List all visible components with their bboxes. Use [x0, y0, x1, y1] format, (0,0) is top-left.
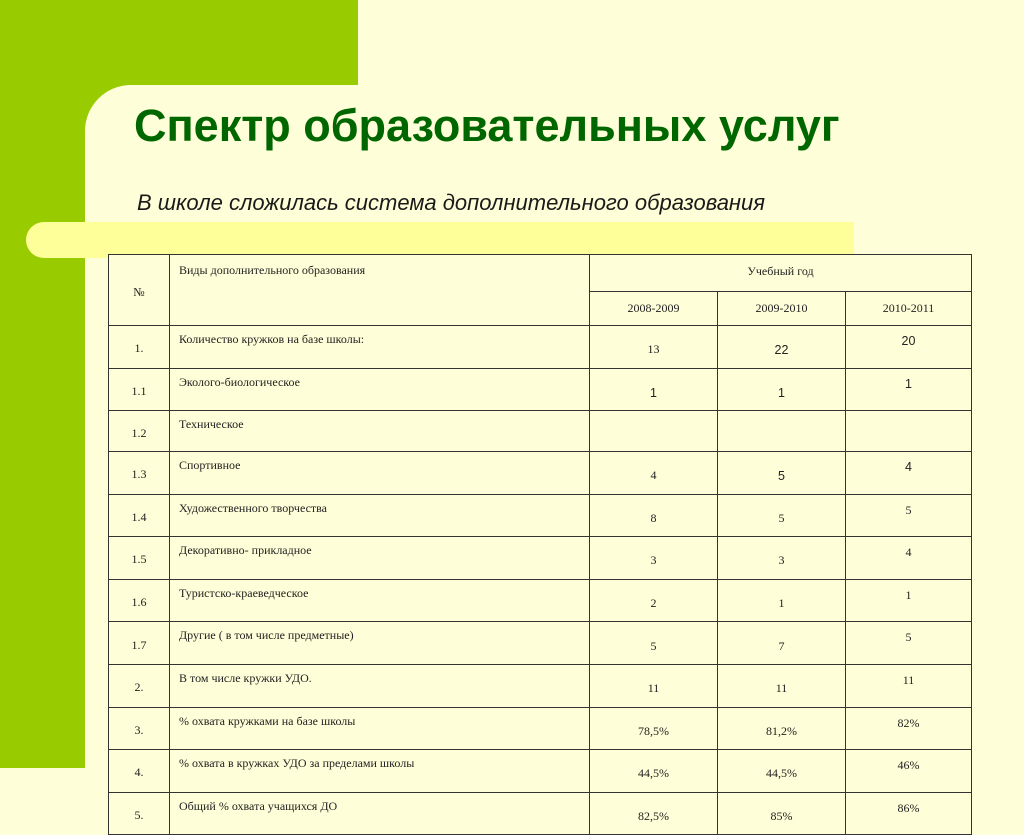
value-2008-2009: 3 — [590, 537, 718, 580]
row-label: Спортивное — [170, 451, 590, 494]
header-year-group: Учебный год — [590, 255, 972, 292]
value-2009-2010: 85% — [718, 792, 846, 835]
table-row — [109, 537, 972, 580]
value-2008-2009: 4 — [590, 451, 718, 494]
value-2009-2010: 11 — [718, 664, 846, 707]
row-number: 2. — [109, 664, 170, 707]
table-row — [109, 792, 972, 835]
value-2010-2011: 4 — [846, 537, 972, 580]
row-label: Туристско-краеведческое — [170, 579, 590, 622]
value-2008-2009: 11 — [590, 664, 718, 707]
row-number: 5. — [109, 792, 170, 835]
row-label: % охвата в кружках УДО за пределами школы — [170, 750, 590, 793]
value-2008-2009: 82,5% — [590, 792, 718, 835]
value-2008-2009: 13 — [590, 326, 718, 369]
value-2009-2010: 81,2% — [718, 707, 846, 750]
table-row — [109, 750, 972, 793]
table-row — [109, 326, 972, 369]
value-2010-2011: 5 — [846, 494, 972, 537]
value-2010-2011: 11 — [846, 664, 972, 707]
row-label: Общий % охвата учащихся ДО — [170, 792, 590, 835]
value-2009-2010: 3 — [718, 537, 846, 580]
row-number: 1.5 — [109, 537, 170, 580]
value-2010-2011: 4 — [846, 451, 972, 494]
value-2008-2009 — [590, 411, 718, 452]
value-2008-2009: 78,5% — [590, 707, 718, 750]
header-type: Виды дополнительного образования — [170, 255, 590, 326]
row-label: Техническое — [170, 411, 590, 452]
table-row — [109, 664, 972, 707]
slide-subtitle: В школе сложилась система дополнительного образования — [137, 190, 766, 215]
value-2010-2011 — [846, 411, 972, 452]
row-number: 4. — [109, 750, 170, 793]
value-2009-2010: 5 — [718, 494, 846, 537]
header-row — [109, 255, 972, 292]
header-year: 2010-2011 — [846, 291, 972, 326]
header-year: 2009-2010 — [718, 291, 846, 326]
value-2008-2009: 8 — [590, 494, 718, 537]
value-2010-2011: 82% — [846, 707, 972, 750]
table-row — [109, 622, 972, 665]
row-number: 1.7 — [109, 622, 170, 665]
row-label: Другие ( в том числе предметные) — [170, 622, 590, 665]
table-row — [109, 494, 972, 537]
value-2009-2010: 1 — [718, 579, 846, 622]
value-2009-2010: 5 — [718, 451, 846, 494]
row-number: 1.2 — [109, 411, 170, 452]
value-2008-2009: 1 — [590, 368, 718, 411]
value-2009-2010: 1 — [718, 368, 846, 411]
row-number: 1.6 — [109, 579, 170, 622]
subtitle-highlight-bar — [26, 222, 854, 258]
value-2009-2010: 44,5% — [718, 750, 846, 793]
table-row — [109, 579, 972, 622]
value-2010-2011: 1 — [846, 368, 972, 411]
table-row — [109, 451, 972, 494]
value-2010-2011: 86% — [846, 792, 972, 835]
value-2008-2009: 44,5% — [590, 750, 718, 793]
table-row — [109, 411, 972, 452]
slide-title: Спектр образовательных услуг — [134, 100, 840, 151]
row-number: 1.4 — [109, 494, 170, 537]
value-2009-2010: 22 — [718, 326, 846, 369]
value-2008-2009: 5 — [590, 622, 718, 665]
value-2010-2011: 46% — [846, 750, 972, 793]
education-services-table — [108, 254, 972, 835]
table-row — [109, 368, 972, 411]
value-2010-2011: 1 — [846, 579, 972, 622]
header-number: № — [109, 255, 170, 326]
row-number: 3. — [109, 707, 170, 750]
value-2009-2010 — [718, 411, 846, 452]
row-label: Количество кружков на базе школы: — [170, 326, 590, 369]
value-2010-2011: 20 — [846, 326, 972, 369]
row-label: Художественного творчества — [170, 494, 590, 537]
row-number: 1. — [109, 326, 170, 369]
row-label: % охвата кружками на базе школы — [170, 707, 590, 750]
table-row — [109, 707, 972, 750]
row-label: В том числе кружки УДО. — [170, 664, 590, 707]
row-label: Эколого-биологическое — [170, 368, 590, 411]
value-2008-2009: 2 — [590, 579, 718, 622]
row-number: 1.3 — [109, 451, 170, 494]
value-2010-2011: 5 — [846, 622, 972, 665]
value-2009-2010: 7 — [718, 622, 846, 665]
header-year: 2008-2009 — [590, 291, 718, 326]
row-label: Декоративно- прикладное — [170, 537, 590, 580]
row-number: 1.1 — [109, 368, 170, 411]
